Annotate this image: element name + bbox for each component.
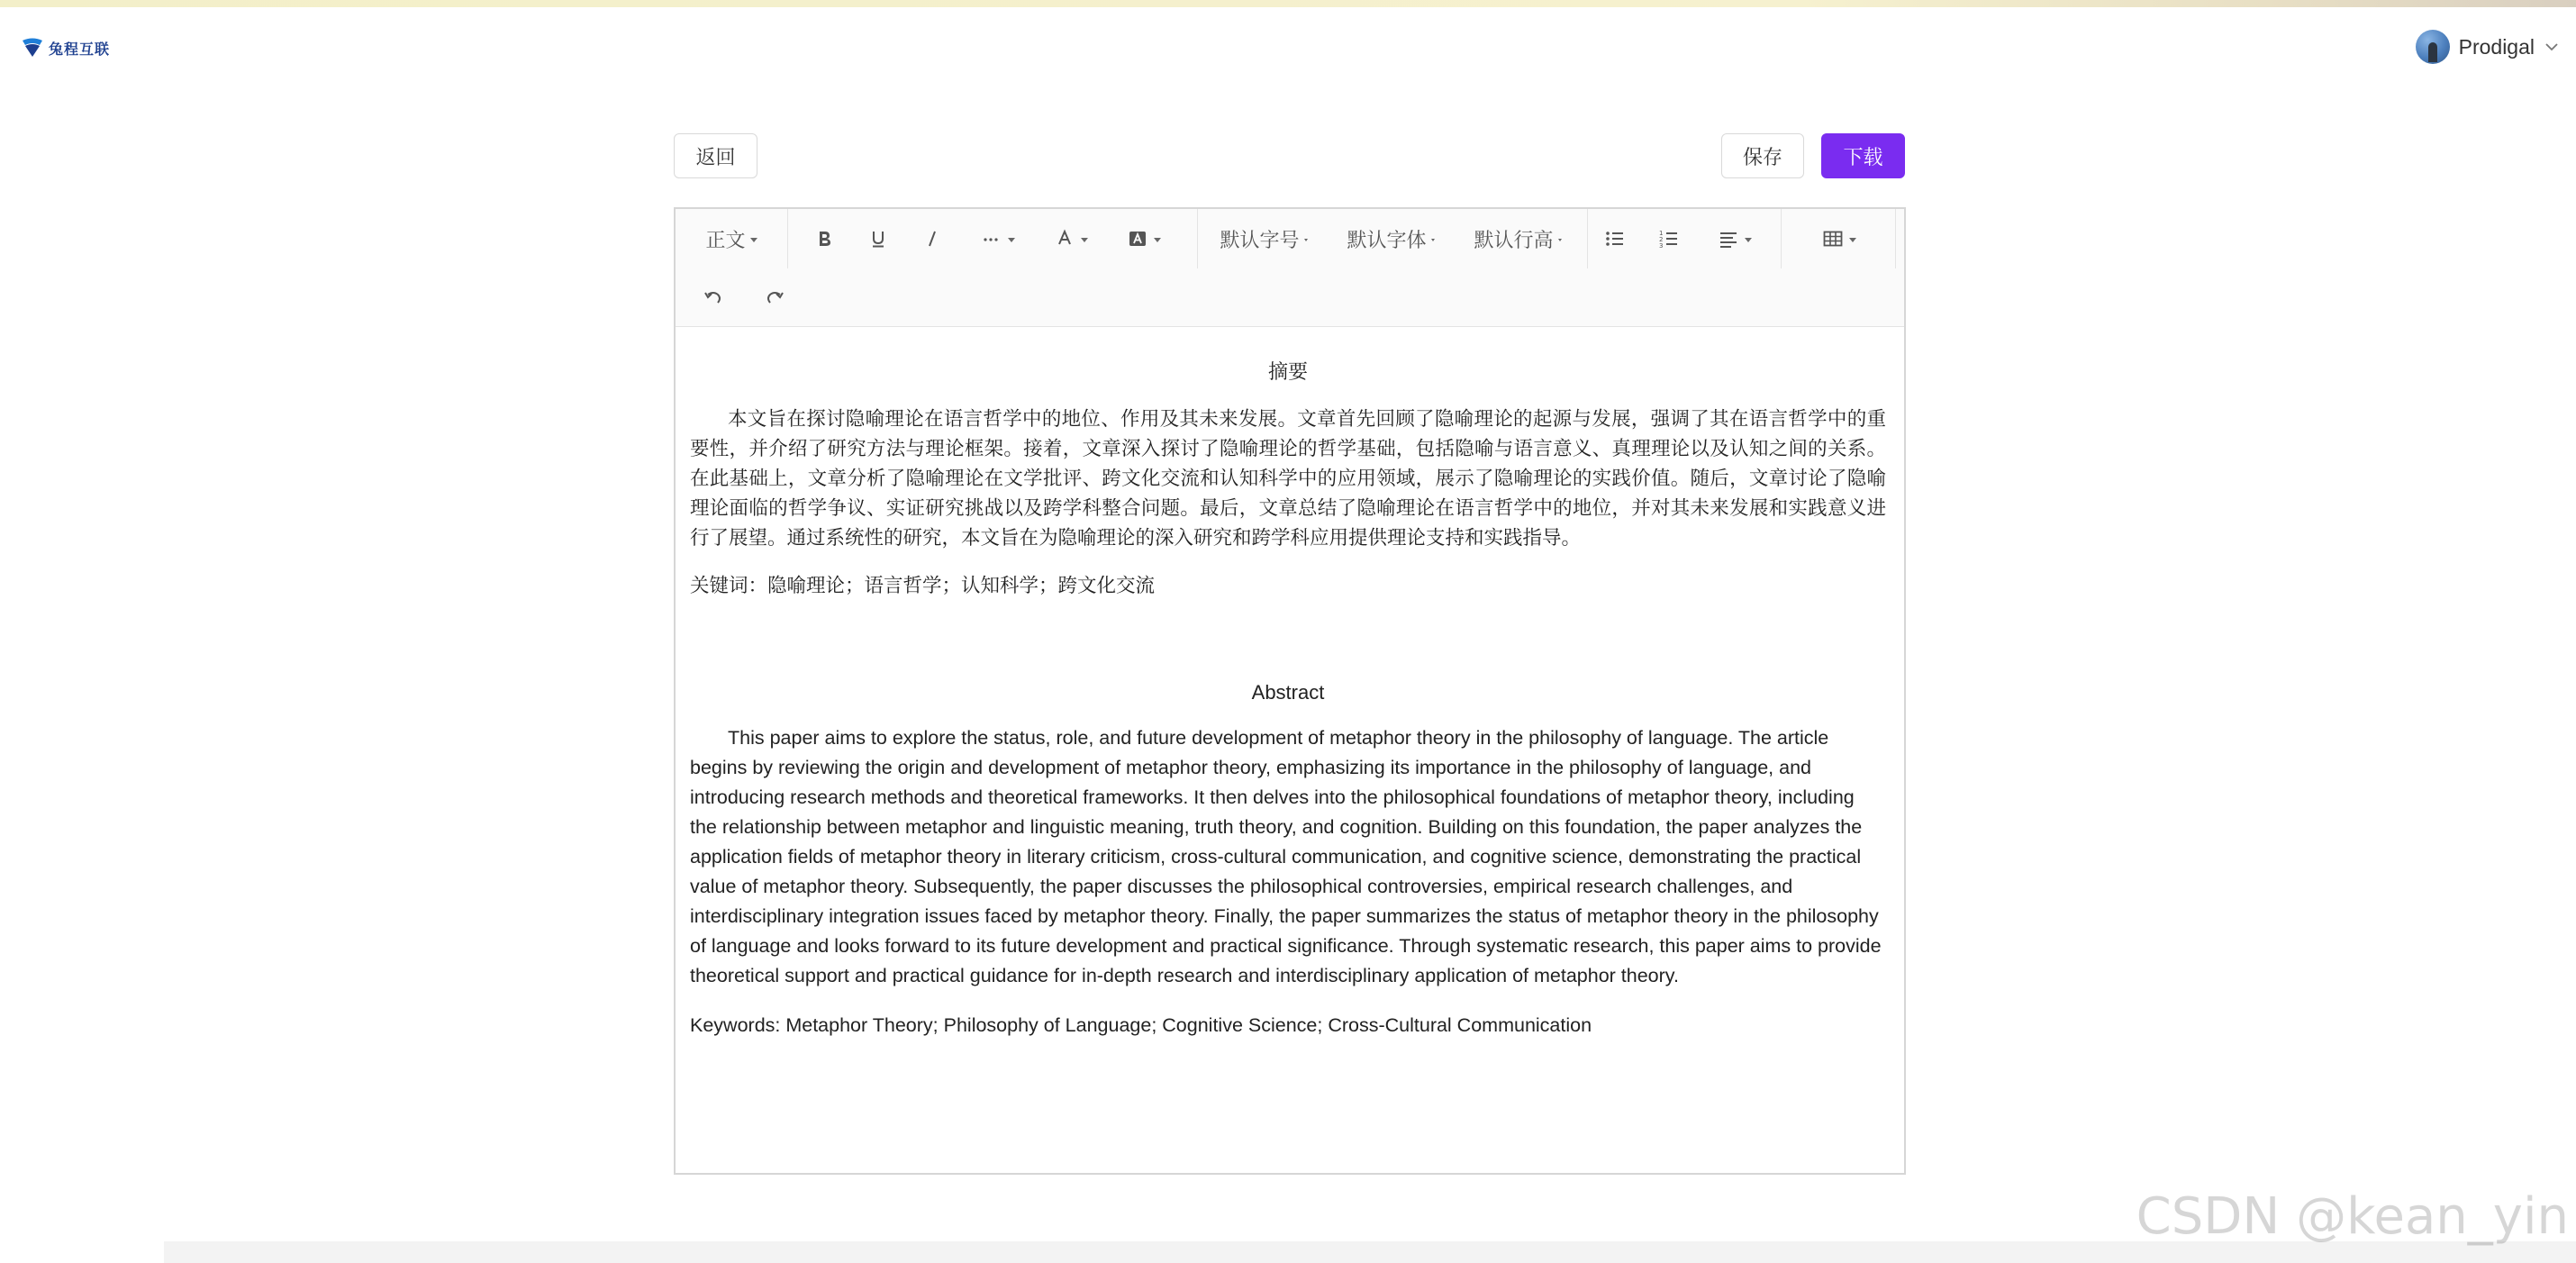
- avatar[interactable]: [2416, 30, 2450, 64]
- font-family-label: 默认字体: [1347, 228, 1427, 251]
- bulleted-list-button[interactable]: [1588, 209, 1642, 268]
- user-menu[interactable]: [2416, 27, 2560, 67]
- paragraph-style-label: 正文: [705, 228, 746, 251]
- caret-down-icon: [1008, 238, 1015, 242]
- back-button[interactable]: 返回: [674, 133, 757, 178]
- toolbar-row-1: [676, 209, 1904, 268]
- line-height-dropdown[interactable]: [1452, 209, 1583, 268]
- font-color-icon: [1053, 227, 1076, 250]
- svg-text:3: 3: [1659, 242, 1664, 250]
- underline-icon: [866, 227, 890, 250]
- svg-text:2: 2: [1659, 236, 1664, 243]
- font-color-dropdown[interactable]: [1035, 209, 1105, 268]
- redo-button[interactable]: [748, 268, 802, 327]
- caret-down-icon: [1745, 238, 1752, 242]
- watermark: CSDN @kean_yin: [2136, 1187, 2569, 1246]
- paragraph-style-dropdown[interactable]: [676, 209, 787, 268]
- toolbar-group-table: [1782, 209, 1896, 268]
- toolbar-group-paragraph: [676, 209, 788, 268]
- caret-down-icon: [750, 238, 757, 242]
- bulleted-list-icon: [1603, 227, 1627, 250]
- font-size-label: 默认字号: [1220, 228, 1300, 251]
- svg-text:1: 1: [1659, 230, 1664, 237]
- numbered-list-icon: [1657, 227, 1681, 250]
- caret-down-icon: [1304, 239, 1308, 241]
- abstract-paragraph-cn: 本文旨在探讨隐喻理论在语言哲学中的地位、作用及其未来发展。文章首先回顾了隐喻理论的起源与发展，强调了其在语言哲学中的重要性，并介绍了研究方法与理论框架。接着，文章深入探讨了隐喻理论的哲学基础，包括隐喻与语言意义、真理理论以及认知之间的关系。在此基础上，文章分析了隐喻理论在文学批评、跨文化交流和认知科学中的应用领域，展示了隐喻理论的实践价值。随后，文章讨论了隐喻理论面临的哲学争议、实证研究挑战以及跨学科整合问题。最后，文章总结了隐喻理论在语言哲学中的地位，并对其未来发展和实践意义进行了展望。通过系统性的研究，本文旨在为隐喻理论的深入研究和跨学科应用提供理论支持和实践指导。: [690, 408, 1886, 549]
- toolbar-group-font: [1198, 209, 1588, 268]
- abstract-paragraph-en: This paper aims to explore the status, role, and future development of metaphor theory in the philosophy of language. The article begins by reviewing the origin and development of metaphor theory, emphasizing its importance in the philosophy of language, and introducing research methods and theoretical frameworks. It then delves into the philosophical foundations of metaphor theory, including the relationship between metaphor and linguistic meaning, truth theory, and cognition. Building on this foundation, the paper analyzes the application fields of metaphor theory in literary criticism, cross-cultural communication, and cognitive science, demonstrating the practical value of metaphor theory. Subsequently, the paper discusses the philosophical controversies, empirical research challenges, and interdisciplinary integration issues faced by metaphor theory. Finally, the paper summarizes the status of metaphor theory in the philosophy of language and looks forward to its future development and practical significance. Through systematic research, this paper aims to provide theoretical support and practical guidance for in-depth research and interdisciplinary application of metaphor theory.: [690, 727, 1882, 986]
- caret-down-icon: [1081, 238, 1088, 242]
- align-icon: [1717, 227, 1740, 250]
- caret-down-icon: [1558, 239, 1562, 241]
- toolbar-group-list: [1588, 209, 1782, 268]
- underline-button[interactable]: [851, 209, 905, 268]
- bold-icon: [812, 227, 836, 250]
- caret-down-icon: [1849, 238, 1856, 242]
- more-icon: [980, 227, 1003, 250]
- toolbar-group-format: [788, 209, 1198, 268]
- chevron-down-icon[interactable]: [2544, 39, 2560, 55]
- font-size-dropdown[interactable]: [1198, 209, 1329, 268]
- caret-down-icon: [1154, 238, 1161, 242]
- undo-button[interactable]: [676, 268, 748, 327]
- table-dropdown[interactable]: [1782, 209, 1895, 268]
- editor-toolbar: [676, 209, 1904, 327]
- bold-button[interactable]: [797, 209, 851, 268]
- numbered-list-button[interactable]: [1642, 209, 1696, 268]
- undo-icon: [702, 286, 725, 309]
- abstract-title-cn: 摘要: [1267, 360, 1308, 383]
- editor-content[interactable]: [676, 327, 1904, 1040]
- keywords-en: Keywords: Metaphor Theory; Philosophy of Language; Cognitive Science; Cross-Cultural Communication: [690, 1014, 1592, 1036]
- more-formats-dropdown[interactable]: [959, 209, 1035, 268]
- redo-icon: [763, 286, 786, 309]
- logo[interactable]: [20, 34, 110, 61]
- logo-icon: [20, 37, 45, 59]
- abstract-title-en: Abstract: [1251, 681, 1325, 704]
- save-button[interactable]: 保存: [1721, 133, 1804, 178]
- logo-text: 兔程互联: [49, 41, 111, 58]
- toolbar-row-2: [676, 268, 802, 326]
- keywords-cn: 关键词：隐喻理论；语言哲学；认知科学；跨文化交流: [690, 575, 1156, 596]
- rich-text-editor: [674, 207, 1906, 1175]
- align-dropdown[interactable]: [1696, 209, 1772, 268]
- download-button[interactable]: 下载: [1821, 133, 1905, 178]
- background-color-dropdown[interactable]: [1105, 209, 1181, 268]
- top-banner-strip: [0, 0, 2576, 7]
- table-icon: [1821, 227, 1845, 250]
- caret-down-icon: [1431, 239, 1435, 241]
- italic-icon: [921, 227, 944, 250]
- line-height-label: 默认行高: [1474, 228, 1554, 251]
- font-family-dropdown[interactable]: [1329, 209, 1452, 268]
- italic-button[interactable]: [905, 209, 959, 268]
- user-name[interactable]: Prodigal: [2458, 34, 2535, 59]
- background-color-icon: [1126, 227, 1149, 250]
